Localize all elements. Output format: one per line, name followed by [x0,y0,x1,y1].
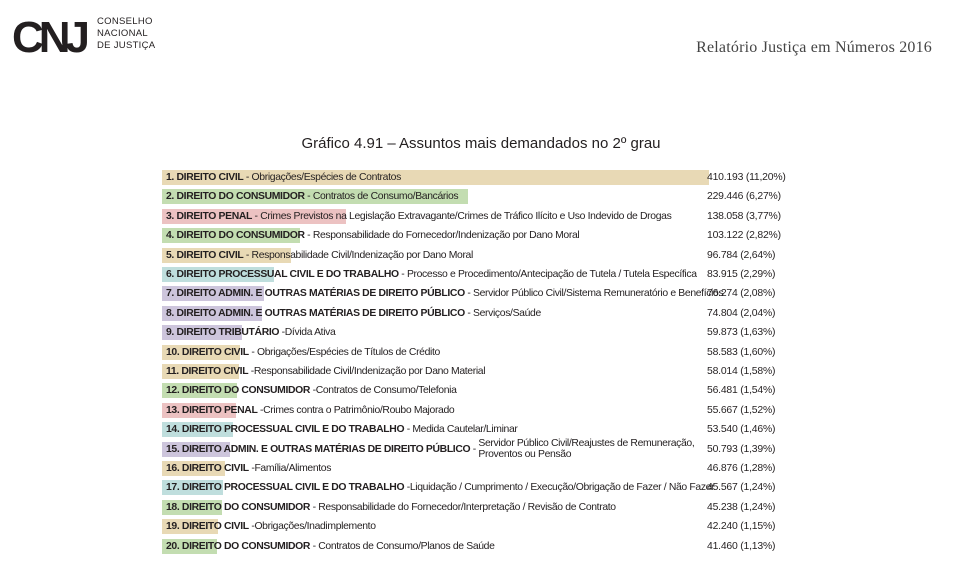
bar-subject: Contratos de Consumo/Bancários [312,191,459,203]
bar-value-label: 58.014 (1,58%) [707,366,776,377]
bar-separator: - [464,307,473,319]
bar-label [166,208,671,225]
bar-separator: - [404,424,413,436]
bar-value-label: 58.583 (1,60%) [707,346,776,358]
bar-subject: Responsabilidade Civil/Indenização por Dano Material [253,366,486,377]
bar-value-label: 138.058 (3,77%) [707,210,781,222]
bar-subject: Crimes contra o Patrimônio/Roubo Majorado [263,404,455,416]
bar-category: 11. DIREITO CIVIL [166,366,249,377]
bar-separator: - [252,210,261,222]
bar-category: 15. DIREITO ADMIN. E OUTRAS MATÉRIAS DE DIREITO PÚBLICO [166,443,471,455]
cnj-logo-letters: CNJ [12,14,86,58]
bar-separator: - [279,327,285,339]
bar-separator: - [404,482,410,494]
org-line: DE JUSTIÇA [97,40,156,51]
bar-separator: - [243,172,252,183]
bar-label [166,499,616,516]
bar-category: 12. DIREITO DO CONSUMIDOR [166,385,311,397]
bar-value-label: 410.193 (11,20%) [707,172,786,183]
chart-title: Gráfico 4.91 – Assuntos mais demandados no 2º grau [301,135,661,152]
bar-label [166,421,518,438]
bar-value-label: 74.804 (2,04%) [707,307,776,319]
bar-label [166,247,473,264]
bar-category: 10. DIREITO CIVIL [166,346,249,358]
bar-value-label: 53.540 (1,46%) [707,424,776,436]
bar-value-label: 59.873 (1,63%) [707,327,776,339]
bar-label [166,324,335,341]
bar-label [166,437,708,460]
bar-separator: - [470,443,479,455]
bar-separator: - [464,288,473,300]
chart-row [162,323,962,342]
bar-category: 20. DIREITO DO CONSUMIDOR [166,540,311,552]
chart-row [162,265,962,284]
bar-subject: Crimes Previstos na Legislação Extravagante/Crimes de Tráfico Ilícito e Uso Indevido de Drogas [260,210,672,222]
bar-subject: Responsabilidade Civil/Indenização por Dano Moral [251,249,473,261]
bar-subject: Servidor Público Civil/Sistema Remuneratório e Benefícios [473,288,724,300]
bar-subject: Serviços/Saúde [473,307,541,319]
bar-subject: Contratos de Consumo/Telefonia [315,385,457,397]
report-title: Relatório Justiça em Números 2016 [696,39,932,56]
bar-subject: Medida Cautelar/Liminar [412,424,518,436]
bar-value-label: 45.238 (1,24%) [707,501,776,513]
bar-label [166,402,454,419]
bar-label [166,518,376,535]
bar-separator: - [248,521,255,533]
bar-value-label: 55.667 (1,52%) [707,404,776,416]
bar-label [166,188,458,205]
bar-separator: - [304,191,313,203]
bar-value-label: 42.240 (1,15%) [707,521,776,533]
bar-subject: Responsabilidade do Fornecedor/Interpretação / Revisão de Contrato [318,501,616,513]
bar-category: 16. DIREITO CIVIL [166,463,249,474]
bar-subject: Responsabilidade do Fornecedor/Indenização por Dano Moral [312,230,580,242]
chart-row [162,381,962,400]
org-line: NACIONAL [97,28,148,39]
bar-separator: - [304,230,313,242]
chart-row [162,517,962,536]
bar-subject: Obrigações/Inadimplemento [254,521,376,533]
bar-label [166,363,485,380]
bar-category: 3. DIREITO PENAL [166,210,253,222]
bar-value-label: 229.446 (6,27%) [707,191,781,203]
bar-value-label: 45.567 (1,24%) [707,482,776,494]
bar-separator: - [248,346,257,358]
chart-row [162,498,962,517]
bar-value-label: 46.876 (1,28%) [707,463,776,474]
bar-value-label: 41.460 (1,13%) [707,540,776,552]
chart-row [162,478,962,497]
chart-row [162,343,962,362]
bar-subject: Obrigações/Espécies de Contratos [251,172,401,183]
bar-value-label: 96.784 (2,64%) [707,249,776,261]
bar-separator: - [243,249,252,261]
bar-category: 6. DIREITO PROCESSUAL CIVIL E DO TRABALHO [166,269,399,280]
bar-chart [162,168,962,558]
bar-category: 9. DIREITO TRIBUTÁRIO [166,327,280,339]
bar-label [166,285,723,302]
bar-label [166,382,457,399]
bar-category: 2. DIREITO DO CONSUMIDOR [166,191,305,203]
bar-category: 17. DIREITO PROCESSUAL CIVIL E DO TRABALHO [166,482,405,494]
chart-row [162,304,962,323]
bar-subject: Família/Alimentos [254,463,332,474]
bar-category: 13. DIREITO PENAL [166,404,258,416]
bar-subject: Dívida Ativa [284,327,336,339]
bar-label [166,266,697,283]
chart-row [162,537,962,556]
chart-row [162,437,962,460]
bar-subject: Contratos de Consumo/Planos de Saúde [318,540,495,552]
bar-value-label: 50.793 (1,39%) [707,443,776,455]
bar-value-label: 56.481 (1,54%) [707,385,776,397]
bar-subject: Obrigações/Espécies de Títulos de Crédito [256,346,440,358]
bar-separator: - [248,463,255,474]
bar-label [166,344,440,361]
chart-row [162,246,962,265]
bar-separator: - [310,501,319,513]
bar-label [166,479,714,496]
bar-category: 14. DIREITO PROCESSUAL CIVIL E DO TRABALHO [166,424,405,436]
org-line: CONSELHO [97,16,153,27]
bar-category: 19. DIREITO CIVIL [166,521,249,533]
org-name [97,16,155,52]
bar-category: 5. DIREITO CIVIL [166,249,244,261]
chart-row [162,401,962,420]
bar-label [166,169,401,186]
bar-category: 8. DIREITO ADMIN. E OUTRAS MATÉRIAS DE DIREITO PÚBLICO [166,307,465,319]
chart-row [162,187,962,206]
bar-category: 18. DIREITO DO CONSUMIDOR [166,501,311,513]
bar-subject: Liquidação / Cumprimento / Execução/Obrigação de Fazer / Não Fazer [409,482,715,494]
chart-row [162,226,962,245]
bar-value-label: 83.915 (2,29%) [707,269,776,280]
bar-label [166,305,541,322]
bar-label [166,460,331,477]
chart-row [162,420,962,439]
chart-row [162,459,962,478]
bar-separator: - [257,404,264,416]
bar-separator: - [310,540,319,552]
cnj-logo-mark [12,14,98,58]
chart-row [162,284,962,303]
bar-separator: - [398,269,407,280]
bar-separator: - [310,385,316,397]
bar-category: 1. DIREITO CIVIL [166,172,244,183]
chart-row [162,362,962,381]
bar-separator: - [248,366,254,377]
bar-subject: Servidor Público Civil/Reajustes de Remuneração, Proventos ou Pensão [478,437,695,460]
bar-label [166,538,495,555]
chart-row [162,207,962,226]
bar-category: 4. DIREITO DO CONSUMIDOR [166,230,305,242]
bar-label [166,227,579,244]
chart-row [162,168,962,187]
bar-subject: Processo e Procedimento/Antecipação de Tutela / Tutela Específica [406,269,697,280]
bar-value-label: 76.274 (2,08%) [707,288,776,300]
bar-category: 7. DIREITO ADMIN. E OUTRAS MATÉRIAS DE DIREITO PÚBLICO [166,288,465,300]
bar-value-label: 103.122 (2,82%) [707,230,781,242]
